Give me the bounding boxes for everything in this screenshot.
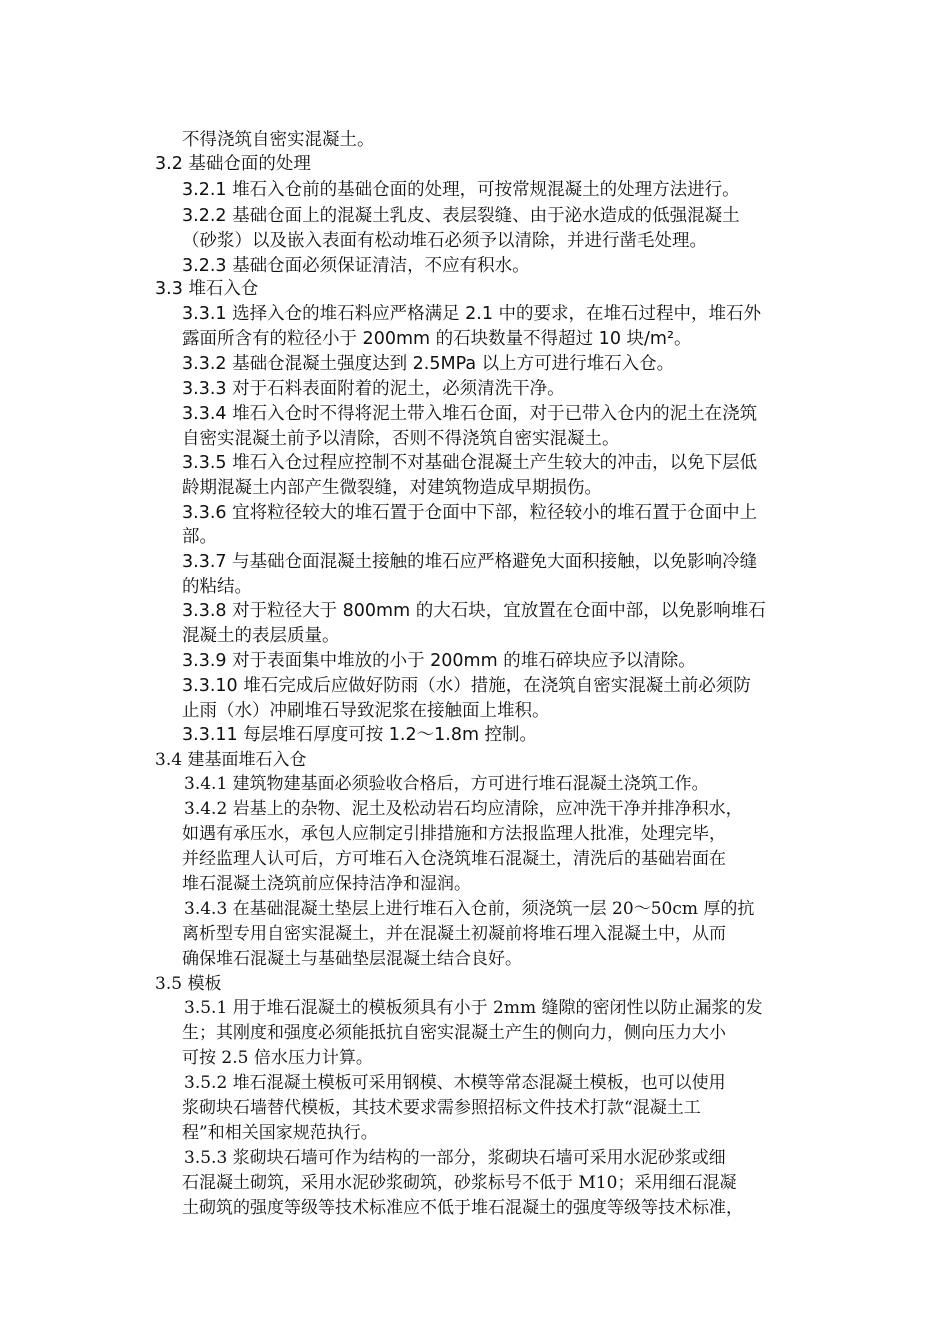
clause-line: 3.3.1 选择入仓的堆石料应严格满足 2.1 中的要求，在堆石过程中，堆石外 [182,304,762,324]
clause-line: 3.4.1 建筑物建基面必须验收合格后，方可进行堆石混凝土浇筑工作。 [184,774,709,794]
text-line: 确保堆石混凝土与基础垫层混凝土结合良好。 [182,949,522,969]
text-line: 并经监理人认可后，方可堆石入仓浇筑堆石混凝土，清洗后的基础岩面在 [182,849,726,869]
text-line: 生；其刚度和强度必须能抵抗自密实混凝土产生的侧向力，侧向压力大小 [182,1023,726,1043]
text-line: 如遇有承压水，承包人应制定引排措施和方法报监理人批准，处理完毕， [182,824,726,844]
text-line: 堆石混凝土浇筑前应保持洁净和湿润。 [182,874,471,894]
clause-line: 3.5.1 用于堆石混凝土的模板须具有小于 2mm 缝隙的密闭性以防止漏浆的发 [184,998,763,1018]
clause-line: 3.3.4 堆石入仓时不得将泥土带入堆石仓面，对于已带入仓内的泥土在浇筑 [182,404,758,424]
text-line: 可按 2.5 倍水压力计算。 [182,1048,373,1068]
clause-line: 3.5.3 浆砌块石墙可作为结构的一部分，浆砌块石墙可采用水泥砂浆或细 [184,1148,726,1168]
clause-line: 3.3.6 宜将粒径较大的堆石置于仓面中下部，粒径较小的堆石置于仓面中上 [182,503,758,523]
clause-line: 3.2.3 基础仓面必须保证清洁，不应有积水。 [182,256,530,276]
text-line: 离析型专用自密实混凝土，并在混凝土初凝前将堆石埋入混凝土中，从而 [182,924,726,944]
text-line: 不得浇筑自密实混凝土。 [182,130,375,150]
text-line: 止雨（水）冲刷堆石导致泥浆在接触面上堆积。 [182,701,550,721]
text-line: 龄期混凝土内部产生微裂缝，对建筑物造成早期损伤。 [182,478,602,498]
text-line: 的粘结。 [182,577,252,597]
clause-line: 3.3.10 堆石完成后应做好防雨（水）措施，在浇筑自密实混凝土前必须防 [182,676,751,696]
clause-line: 3.2.2 基础仓面上的混凝土乳皮、表层裂缝、由于泌水造成的低强混凝土 [182,206,740,226]
text-line: 混凝土的表层质量。 [182,626,340,646]
clause-line: 3.3.2 基础仓混凝土强度达到 2.5MPa 以上方可进行堆石入仓。 [182,354,675,374]
clause-line: 3.4.3 在基础混凝土垫层上进行堆石入仓前，须浇筑一层 20～50cm 厚的抗 [184,899,755,919]
text-line: 程”和相关国家规范执行。 [182,1123,378,1143]
text-line: 部。 [182,527,217,547]
text-line: 石混凝土砌筑，采用水泥砂浆砌筑，砂浆标号不低于 M10；采用细石混凝 [182,1173,737,1193]
clause-line: 3.3.8 对于粒径大于 800mm 的大石块，宜放置在仓面中部，以免影响堆石 [182,601,766,621]
text-line: 自密实混凝土前予以清除，否则不得浇筑自密实混凝土。 [182,429,620,449]
text-line: 浆砌块石墙替代模板，其技术要求需参照招标文件技术打款“混凝土工 [182,1098,701,1118]
clause-line: 3.3.9 对于表面集中堆放的小于 200mm 的堆石碎块应予以清除。 [182,651,696,671]
section-heading: 3.3 堆石入仓 [155,279,259,299]
clause-line: 3.3.11 每层堆石厚度可按 1.2～1.8m 控制。 [182,725,538,745]
text-line: 土砌筑的强度等级等技术标准应不低于堆石混凝土的强度等级等技术标准， [182,1198,743,1218]
clause-line: 3.2.1 堆石入仓前的基础仓面的处理，可按常规混凝土的处理方法进行。 [182,180,740,200]
clause-line: 3.3.3 对于石料表面附着的泥土，必须清洗干净。 [182,379,565,399]
clause-line: 3.4.2 岩基上的杂物、泥土及松动岩石均应清除，应冲洗干净并排净积水， [184,799,743,819]
section-heading: 3.2 基础仓面的处理 [155,154,311,174]
text-line: （砂浆）以及嵌入表面有松动堆石必须予以清除，并进行凿毛处理。 [182,231,707,251]
section-heading: 3.4 建基面堆石入仓 [155,750,307,770]
clause-line: 3.3.7 与基础仓面混凝土接触的堆石应严格避免大面积接触，以免影响冷缝 [182,552,758,572]
text-line: 露面所含有的粒径小于 200mm 的石块数量不得超过 10 块/m²。 [182,329,692,349]
clause-line: 3.5.2 堆石混凝土模板可采用钢模、木模等常态混凝土模板，也可以使用 [184,1073,726,1093]
section-heading: 3.5 模板 [155,974,222,994]
clause-line: 3.3.5 堆石入仓过程应控制不对基础仓混凝土产生较大的冲击，以免下层低 [182,453,758,473]
